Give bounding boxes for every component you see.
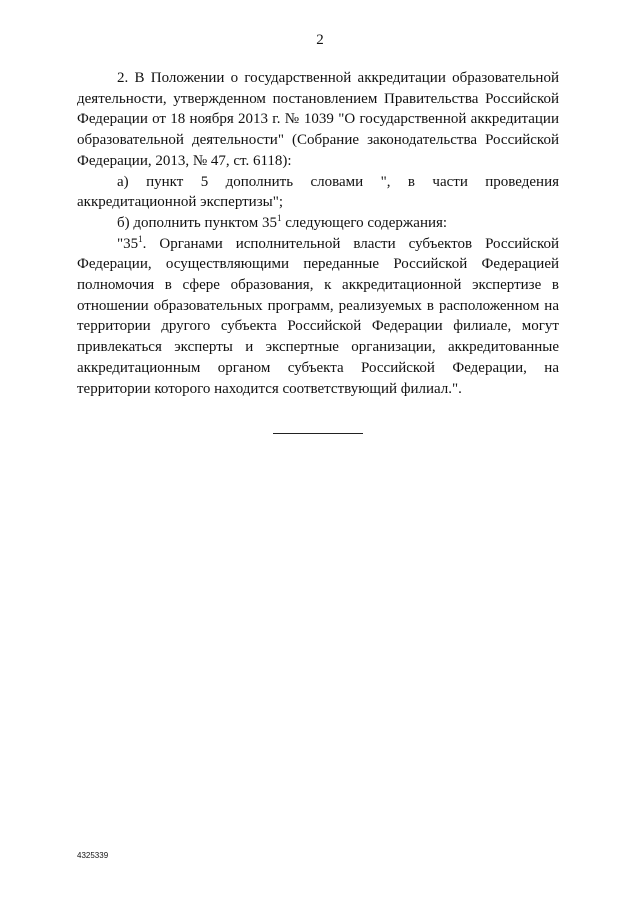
subitem-b-text: б) дополнить пунктом 35 (117, 214, 277, 231)
paragraph-item-2: 2. В Положении о государственной аккредитации образовательной деятельности, утвержденном постановлением Правительства Российской Федерации от 18 ноября 2013 г. № 1039 "О государственной аккредитации образовательной деятельности" (Собрание законодательства Российской Федерации, 2013, № 47, ст. 6118): (77, 70, 559, 169)
subitem-a-line2: аккредитационной экспертизы"; (77, 194, 284, 211)
subitem-b-tail: следующего содержания: (281, 214, 448, 231)
subitem-a-line1: а) пункт 5 дополнить словами ", в части проведения (117, 173, 559, 190)
subitem-b (77, 213, 559, 234)
superscript: 1 (276, 212, 282, 223)
new-item-prefix: "35 (117, 235, 139, 252)
document-body (77, 68, 559, 399)
superscript: 1 (138, 233, 143, 244)
page-number: 2 (316, 32, 324, 48)
document-code: 4325339 (77, 851, 109, 860)
new-item-text: . Органами исполнительной власти субъектов Российской Федерации, осуществляющими переданные Российской Федерацией полномочия в сфере образования, к аккредитационной экспертизе в отношении образовательных программ, реализуемых в расположенном на территории другого субъекта Российской Федерации филиале, могут привлекаться эксперты и экспертные организации, аккредитованные аккредитационным органом субъекта Российской Федерации, на территории которого находится соответствующий филиал.". (77, 235, 559, 397)
new-item-35-1 (77, 234, 559, 400)
end-divider-line (273, 433, 363, 434)
